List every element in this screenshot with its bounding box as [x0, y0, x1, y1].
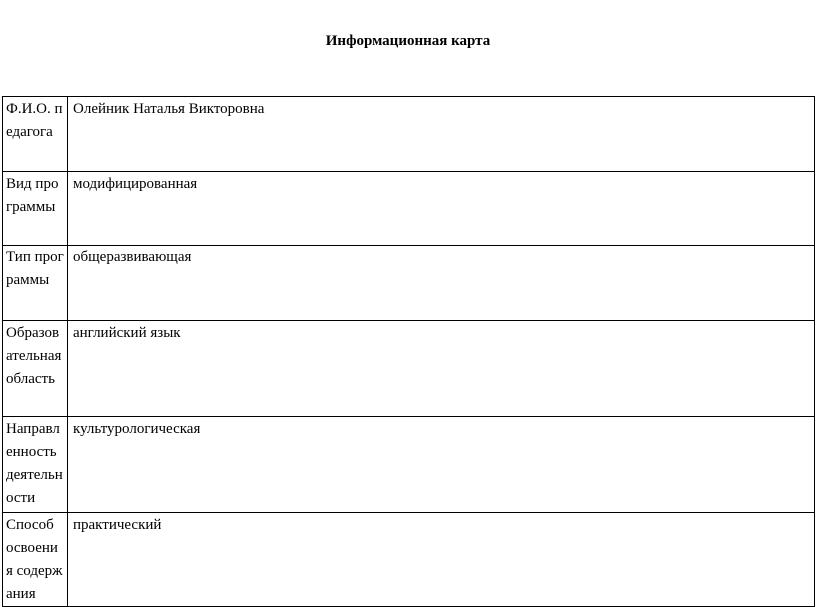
row-value-mastery-method: практический: [73, 517, 162, 533]
row-value-fio: Олейник Наталья Викторовна: [73, 101, 265, 117]
row-value-program-kind: модифицированная: [73, 176, 198, 192]
table-row: [3, 97, 815, 172]
row-value-educational-area: английский язык: [73, 325, 181, 341]
row-value-orientation: культурологическая: [73, 421, 201, 437]
row-label-cell: [3, 246, 68, 321]
row-value-cell: [68, 321, 815, 417]
table-row: [3, 321, 815, 417]
row-label-cell: [3, 321, 68, 417]
row-label-program-kind: Вид программы: [6, 176, 59, 215]
row-value-cell: [68, 417, 815, 513]
row-value-cell: [68, 172, 815, 246]
row-label-program-type: Тип программы: [6, 249, 64, 288]
row-label-cell: [3, 97, 68, 172]
row-value-program-type: общеразвивающая: [73, 249, 192, 265]
table-row: [3, 417, 815, 513]
table-row: [3, 172, 815, 246]
row-value-cell: [68, 246, 815, 321]
row-label-mastery-method: Способ освоения содержания: [6, 517, 63, 602]
page-title: Информационная карта: [325, 33, 491, 49]
row-label-cell: [3, 172, 68, 246]
row-label-fio: Ф.И.О. педагога: [6, 101, 63, 140]
row-label-educational-area: Образовательная область: [6, 325, 62, 387]
info-card-table: [2, 96, 815, 607]
row-label-orientation: Направленность деятельности: [6, 421, 63, 506]
row-label-cell: [3, 513, 68, 607]
table-row: [3, 513, 815, 607]
table-row: [3, 246, 815, 321]
row-value-cell: [68, 97, 815, 172]
row-value-cell: [68, 513, 815, 607]
row-label-cell: [3, 417, 68, 513]
